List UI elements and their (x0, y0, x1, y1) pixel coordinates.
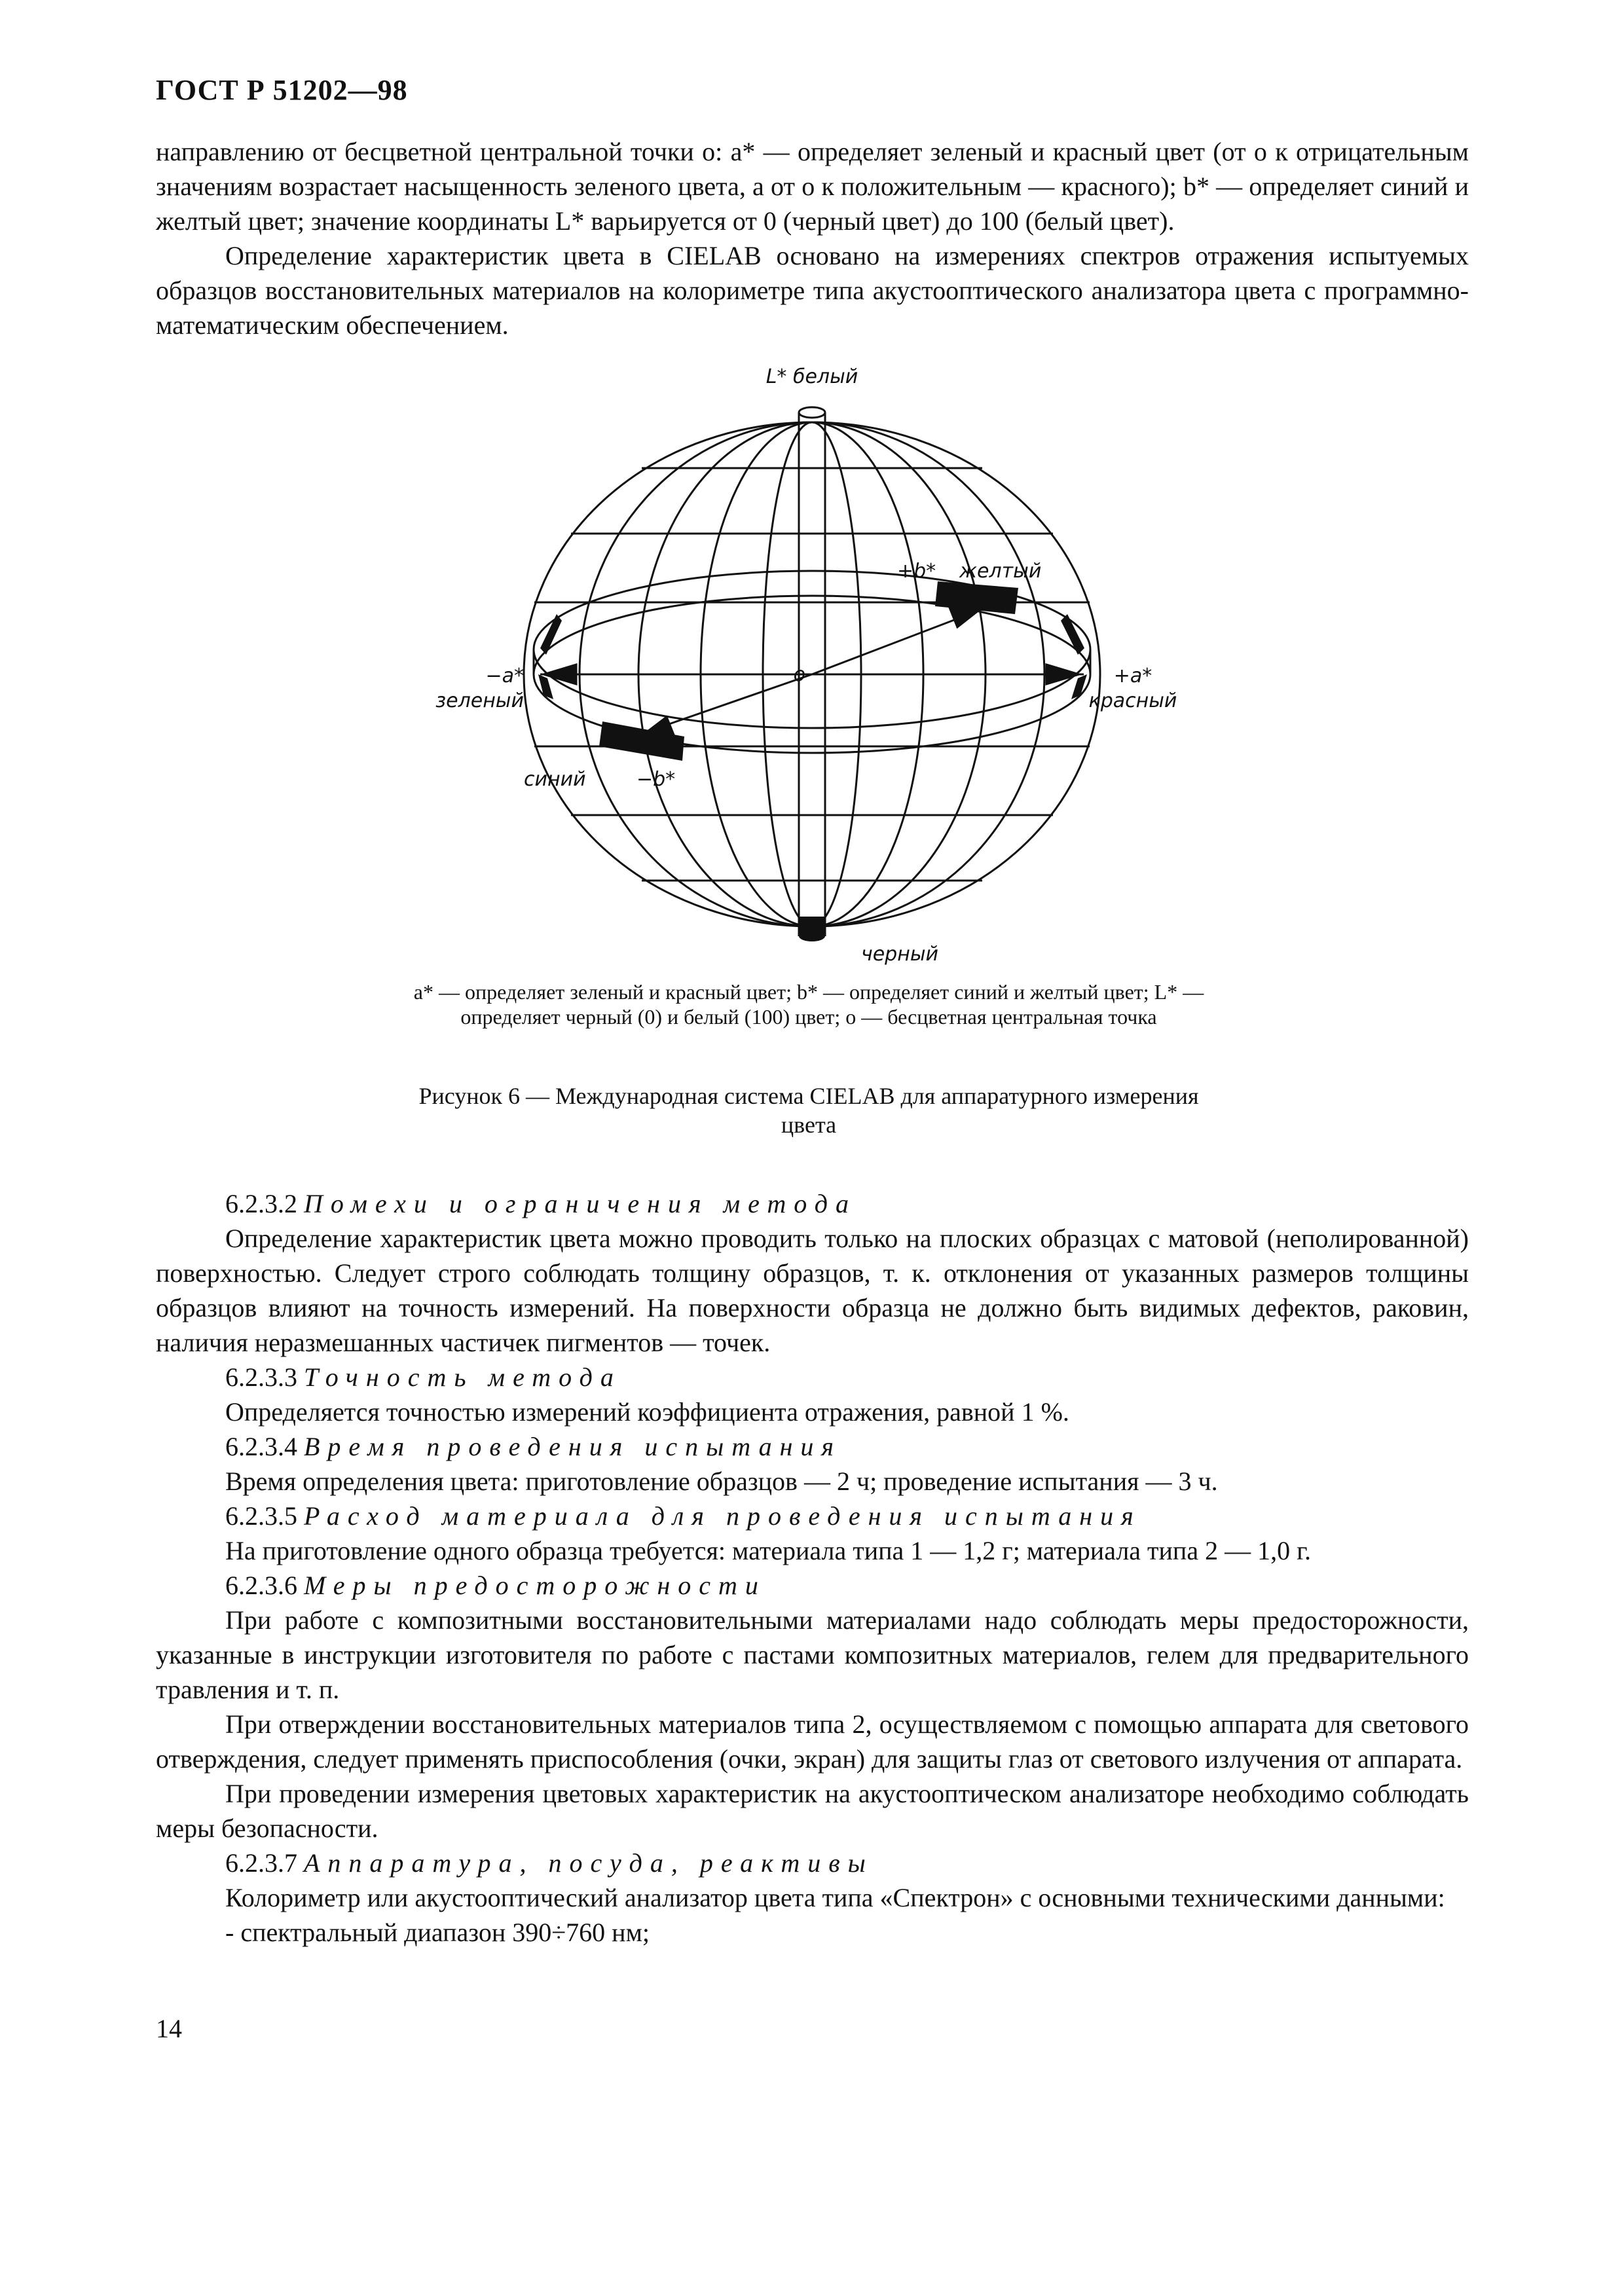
section-paragraph: При проведении измерения цветовых характеристик на акустооптическом анализаторе необходимо соблюдать меры безопасности. (156, 1779, 1469, 1843)
label-origin: o (793, 663, 805, 686)
section-title: Точность метода (304, 1362, 621, 1392)
label-red: красный (1088, 689, 1177, 712)
label-l-white: L* белый (765, 365, 858, 388)
section-paragraph: При отверждении восстановительных материалов типа 2, осуществляемом с помощью аппарата для светового отверждения, следует применять приспособления (очки, экран) для защиты глаз от светового излучения от аппарата. (156, 1709, 1469, 1774)
section-heading-6-2-3-6 (156, 1568, 1469, 1603)
cielab-figure (386, 360, 1238, 975)
section-number: 6.2.3.7 (225, 1848, 297, 1878)
l-axis-top (799, 407, 825, 418)
section-paragraph: Определяется точностью измерений коэффициента отражения, равной 1 %. (225, 1397, 1069, 1427)
label-green: зеленый (435, 689, 524, 712)
label-neg-a: −a* (485, 665, 524, 687)
list-item: - спектральный диапазон 390÷760 нм; (225, 1918, 650, 1947)
section-paragraph: На приготовление одного образца требуется: материала типа 1 — 1,2 г; материала типа 2 — 1,0 г. (225, 1536, 1311, 1565)
section-paragraph: Время определения цвета: приготовление образцов — 2 ч; проведение испытания — 3 ч. (225, 1467, 1218, 1496)
section-number: 6.2.3.2 (225, 1189, 297, 1218)
sections-text (156, 1186, 1469, 1950)
intro-text (156, 134, 1469, 342)
section-paragraph: Определение характеристик цвета можно проводить только на плоских образцах с матовой (неполированной) поверхностью. Следует строго соблюдать толщину образцов, т. к. отклонения от указанных размеров толщины образцов влияют на точность измерений. На поверхности образца не должно быть видимых дефектов, раковин, наличия неразмешанных частичек пигментов — точек. (156, 1224, 1469, 1357)
figure-title: Рисунок 6 — Международная система CIELAB для аппаратурного измерения цвета (418, 1083, 1199, 1138)
intro-paragraph-2: Определение характеристик цвета в CIELAB основано на измерениях спектров отражения испытуемых образцов восстановительных материалов на колориметре типа акустооптического анализатора цвета с программно-математическим обеспечением. (156, 241, 1469, 340)
section-title: Расход материала для проведения испытания (304, 1501, 1141, 1531)
figure-note: a* — определяет зеленый и красный цвет; b* — определяет синий и желтый цвет; L* — определяет черный (0) и белый (100) цвет; o — бесцветная центральная точка (413, 980, 1204, 1029)
intro-paragraph-1: направлению от бесцветной центральной точки o: a* — определяет зеленый и красный цвет (от o к отрицательным значениям возрастает насыщенность зеленого цвета, а от o к положительным — красного); b* — определяет синий и желтый цвет; значение координаты L* варьируется от 0 (черный цвет) до 100 (белый цвет). (156, 137, 1469, 236)
section-title: Меры предосторожности (304, 1571, 766, 1600)
section-title: Помехи и ограничения метода (304, 1189, 857, 1218)
label-blue: синий (524, 768, 586, 791)
label-yellow: желтый (959, 560, 1042, 583)
section-heading-6-2-3-5 (156, 1499, 1469, 1533)
section-heading-6-2-3-7 (156, 1846, 1469, 1880)
section-paragraph: Колориметр или акустооптический анализатор цвета типа «Спектрон» с основными техническими данными: (225, 1883, 1445, 1912)
section-title: Время проведения испытания (304, 1432, 842, 1461)
label-black: черный (861, 943, 939, 966)
l-axis-black-end (799, 917, 825, 941)
section-number: 6.2.3.4 (225, 1432, 297, 1461)
section-number: 6.2.3.3 (225, 1362, 297, 1392)
cielab-diagram (386, 360, 1238, 975)
document-header: ГОСТ Р 51202—98 (156, 74, 408, 106)
section-number: 6.2.3.5 (225, 1501, 297, 1531)
section-paragraph: При работе с композитными восстановительными материалами надо соблюдать меры предосторожности, указанные в инструкции изготовителя по работе с пастами композитных материалов, гелем для предварительного травления и т. п. (156, 1605, 1469, 1704)
section-heading-6-2-3-3 (156, 1360, 1469, 1394)
section-number: 6.2.3.6 (225, 1571, 297, 1600)
label-pos-a: +a* (1113, 665, 1152, 687)
section-title: Аппаратура, посуда, реактивы (304, 1848, 874, 1878)
section-heading-6-2-3-4 (156, 1429, 1469, 1464)
section-heading-6-2-3-2 (156, 1186, 1469, 1221)
label-neg-b: −b* (636, 768, 676, 791)
page-number: 14 (156, 2014, 182, 2043)
label-pos-b: +b* (897, 560, 936, 583)
